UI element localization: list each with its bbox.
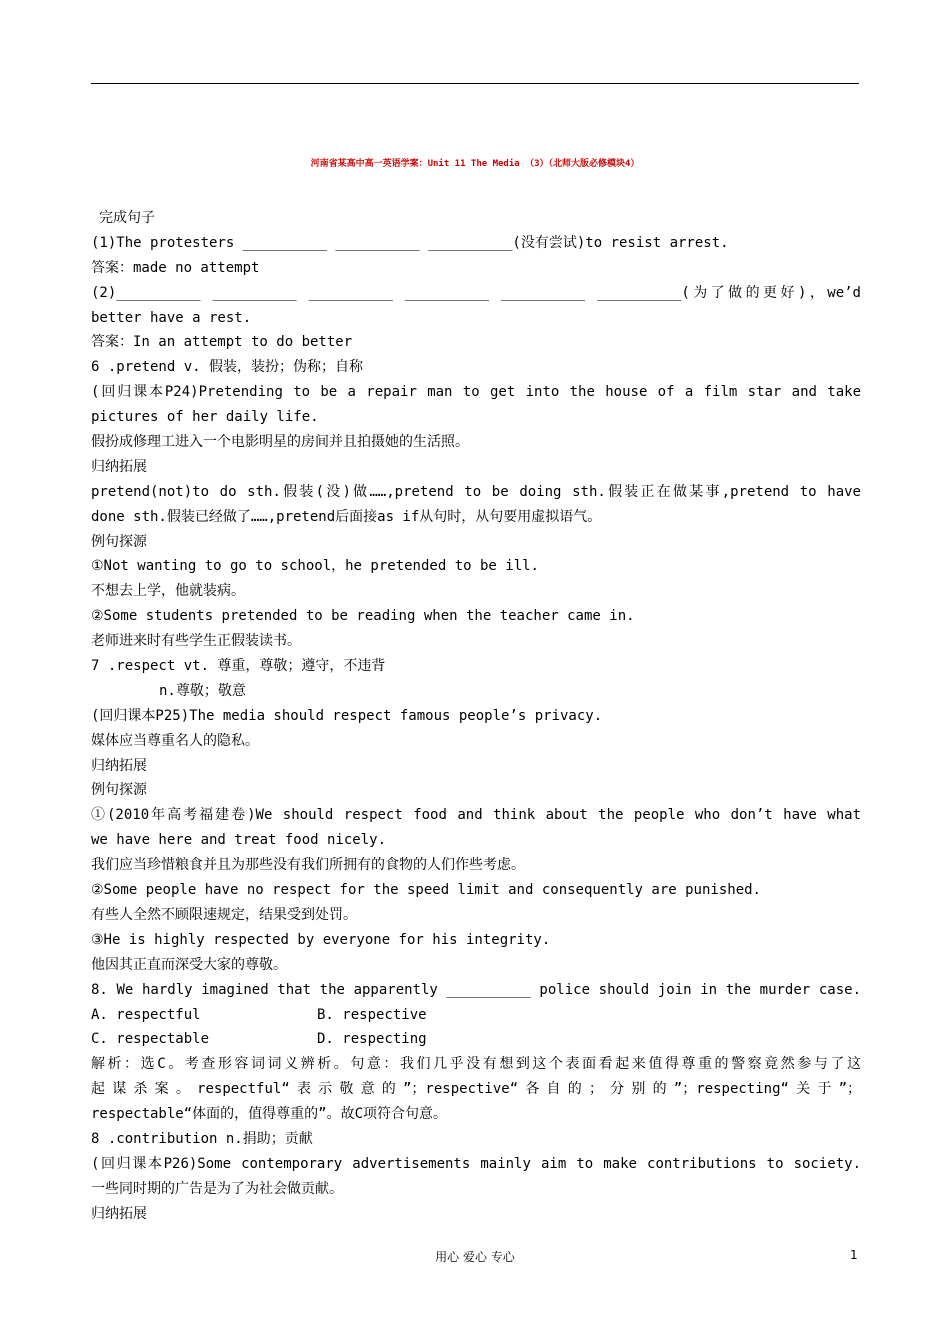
exercise-line: better have a rest.	[91, 309, 252, 326]
subheading: 例句探源	[91, 782, 147, 799]
text-line: (回归课本P24)Pretending to be a repair man to get into the house of a film star and take	[91, 384, 861, 401]
exercise-line: (1)The protesters __________ __________ __________(没有尝试)to resist arrest.	[91, 234, 729, 251]
options-row	[91, 1027, 861, 1052]
translation-line: 有些人全然不顾限速规定，结果受到处罚。	[91, 906, 357, 923]
header-rule	[91, 83, 859, 84]
document-title: 河南省某高中高一英语学案：Unit 11 The Media （3）（北师大版必修模块4）	[310, 159, 640, 169]
vocab-sense: n.尊敬；敬意	[159, 682, 246, 699]
vocab-heading: 8 .contribution n.捐助；贡献	[91, 1130, 313, 1147]
translation-line: 假扮成修理工进入一个电影明星的房间并且拍摄她的生活照。	[91, 434, 469, 451]
option-d: D. respecting	[317, 1031, 427, 1048]
exercise-line: (2)__________ __________ __________ __________ __________ __________(为了做的更好)，we’d	[91, 284, 861, 301]
answer-line: 答案：made no attempt	[91, 259, 260, 276]
text-line: pictures of her daily life.	[91, 409, 319, 426]
translation-line: 我们应当珍惜粮食并且为那些没有我们所拥有的食物的人们作些考虑。	[91, 857, 525, 874]
translation-line: 他因其正直而深受大家的尊敬。	[91, 956, 287, 973]
option-a: A. respectful	[91, 1006, 201, 1023]
example-line: ③He is highly respected by everyone for his integrity.	[91, 931, 551, 948]
document-body	[91, 206, 861, 1227]
example-line: we have here and treat food nicely.	[91, 832, 387, 849]
translation-line: 一些同时期的广告是为了为社会做贡献。	[91, 1180, 343, 1197]
options-row	[91, 1003, 861, 1028]
question-line: 8. We hardly imagined that the apparently __________ police should join in the murder case.	[91, 981, 861, 998]
option-c: C. respectable	[91, 1031, 210, 1048]
subheading: 归纳拓展	[91, 757, 147, 774]
example-line: ②Some people have no respect for the speed limit and consequently are punished.	[91, 882, 761, 899]
subheading: 归纳拓展	[91, 1205, 147, 1222]
example-line: ①Not wanting to go to school，he pretended to be ill.	[91, 558, 539, 575]
subheading: 归纳拓展	[91, 458, 147, 475]
text-line: pretend(not)to do sth.假装(没)做……,pretend to be doing sth.假装正在做某事,pretend to have	[91, 483, 861, 500]
text-line: (回归课本P25)The media should respect famous people’s privacy.	[91, 707, 603, 724]
answer-line: 答案：In an attempt to do better	[91, 334, 353, 351]
example-line: ①(2010年高考福建卷)We should respect food and think about the people who don’t have what	[91, 807, 861, 824]
example-line: ②Some students pretended to be reading when the teacher came in.	[91, 608, 635, 625]
page-footer: 用心 爱心 专心	[435, 1250, 515, 1264]
text-line: done sth.假装已经做了……,pretend后面接as if从句时，从句要用虚拟语气。	[91, 508, 602, 525]
page-number: 1	[850, 1248, 858, 1262]
translation-line: 老师进来时有些学生正假装读书。	[91, 633, 301, 650]
explanation-line: 解析：选C。考查形容词词义辨析。句意：我们几乎没有想到这个表面看起来值得尊重的警察竟然参与了这	[91, 1056, 861, 1073]
section-heading: 完成句子	[99, 210, 155, 226]
subheading: 例句探源	[91, 533, 147, 550]
vocab-heading: 6 .pretend v. 假装，装扮；伪称；自称	[91, 359, 364, 376]
option-b: B. respective	[317, 1006, 427, 1023]
vocab-heading: 7 .respect vt. 尊重，尊敬；遵守，不违背	[91, 658, 386, 675]
explanation-line: respectable“体面的，值得尊重的”。故C项符合句意。	[91, 1106, 448, 1123]
text-line: (回归课本P26)Some contemporary advertisements mainly aim to make contributions to society.	[91, 1155, 861, 1172]
explanation-line: 起谋杀案。respectful“表示敬意的”；respective“各自的；分别的”；respecting“关于”；	[91, 1081, 861, 1098]
translation-line: 不想去上学，他就装病。	[91, 583, 245, 600]
translation-line: 媒体应当尊重名人的隐私。	[91, 732, 259, 749]
